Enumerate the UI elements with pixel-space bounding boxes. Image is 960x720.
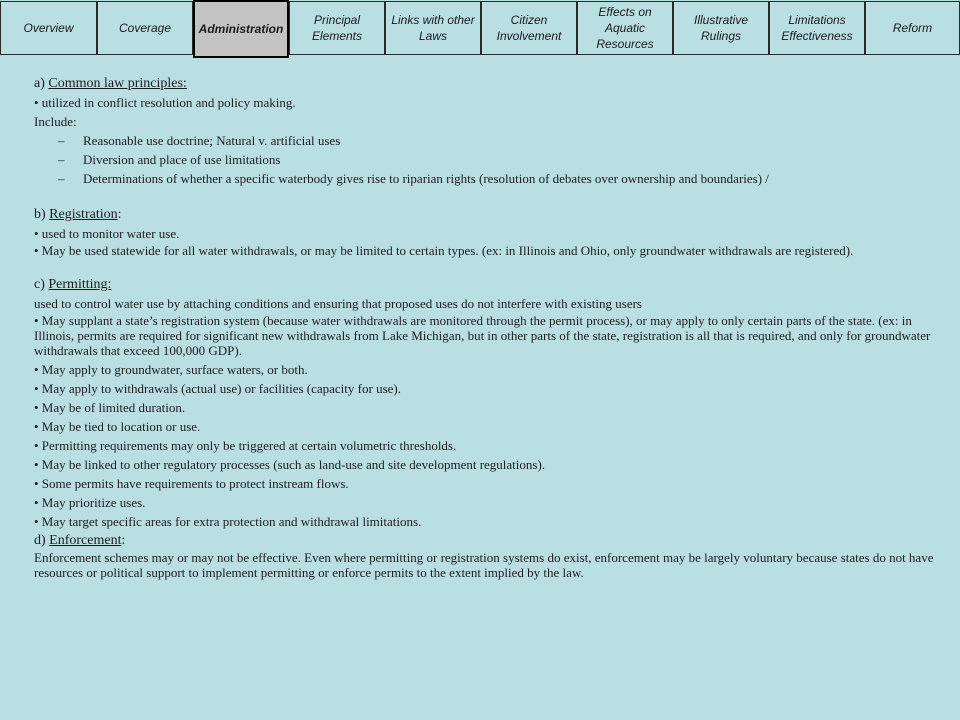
section-a-item bbox=[34, 131, 934, 150]
section-b-bullet: • May be used statewide for all water withdrawals, or may be limited to certain types. (ex: in Illinois and Ohio, only groundwater withdrawals are registered). bbox=[34, 243, 854, 258]
section-a-bullet: • utilized in conflict resolution and policy making. bbox=[34, 95, 296, 110]
tab-principal-elements[interactable]: Principal Elements bbox=[289, 1, 385, 55]
section-a-heading bbox=[34, 74, 934, 93]
section-c-bullet: • May supplant a state’s registration system (because water withdrawals are monitored through the permit process), or may apply to only certain parts of the state. (ex: in Illinois, permits are required for significant new withdrawals from Lake Michigan, but in other parts of the state, registration is all that is required, and only for groundwater withdrawals that exceed 100,000 GDP). bbox=[34, 313, 931, 358]
section-c-bullet: • Some permits have requirements to protect instream flows. bbox=[34, 476, 349, 491]
section-b-prefix: b) bbox=[34, 207, 50, 222]
tab-coverage[interactable]: Coverage bbox=[97, 1, 193, 55]
tab-effects-on-aquatic-resources[interactable]: Effects on Aquatic Resources bbox=[577, 1, 673, 55]
section-a-prefix: a) bbox=[34, 76, 49, 91]
section-b-title: Registration bbox=[49, 207, 118, 222]
main-content bbox=[34, 74, 934, 582]
section-c-prefix: c) bbox=[34, 277, 49, 292]
section-a-item-text: Reasonable use doctrine; Natural v. artificial uses bbox=[83, 133, 341, 148]
tab-illustrative-rulings[interactable]: Illustrative Rulings bbox=[673, 1, 769, 55]
section-d-body: Enforcement schemes may or may not be effective. Even where permitting or registration systems do exist, enforcement may be largely voluntary because states do not have resources or political support to implement permitting or enforce permits to the extent implied by the law. bbox=[34, 550, 934, 580]
tab-links-with-other-laws[interactable]: Links with other Laws bbox=[385, 1, 481, 55]
section-c-title: Permitting: bbox=[48, 277, 112, 292]
section-c-bullet: • May apply to groundwater, surface waters, or both. bbox=[34, 362, 308, 377]
section-c-heading bbox=[34, 275, 934, 294]
tab-reform[interactable]: Reform bbox=[865, 1, 960, 55]
navigation-tab-bar bbox=[0, 0, 960, 56]
tab-administration[interactable]: Administration bbox=[193, 0, 289, 58]
dash-marker: – bbox=[58, 133, 65, 148]
section-c-bullet: • May prioritize uses. bbox=[34, 495, 146, 510]
section-c-intro: used to control water use by attaching conditions and ensuring that proposed uses do not interfere with existing users bbox=[34, 296, 642, 311]
section-d-prefix: d) bbox=[34, 533, 50, 548]
section-a-item-text: Determinations of whether a specific waterbody gives rise to riparian rights (resolution of debates over ownership and boundaries) / bbox=[83, 171, 769, 186]
dash-marker: – bbox=[58, 152, 65, 167]
section-d-suffix: : bbox=[121, 533, 126, 548]
section-c-bullet: • May target specific areas for extra protection and withdrawal limitations. bbox=[34, 514, 422, 529]
section-b-bullet: • used to monitor water use. bbox=[34, 226, 180, 241]
section-c-bullet: • May be linked to other regulatory processes (such as land-use and site development regulations). bbox=[34, 457, 546, 472]
section-a-item bbox=[34, 150, 934, 169]
section-b-suffix: : bbox=[117, 207, 122, 222]
section-a-item-text: Diversion and place of use limitations bbox=[83, 152, 281, 167]
section-c-bullet: • May apply to withdrawals (actual use) or facilities (capacity for use). bbox=[34, 381, 401, 396]
tab-citizen-involvement[interactable]: Citizen Involvement bbox=[481, 1, 577, 55]
dash-marker: – bbox=[58, 171, 65, 186]
tab-overview[interactable]: Overview bbox=[0, 1, 97, 55]
section-d-heading bbox=[34, 531, 934, 550]
section-c-bullet: • May be tied to location or use. bbox=[34, 419, 201, 434]
section-c-bullet: • May be of limited duration. bbox=[34, 400, 186, 415]
section-c-bullet: • Permitting requirements may only be triggered at certain volumetric thresholds. bbox=[34, 438, 457, 453]
section-d-title: Enforcement bbox=[49, 533, 122, 548]
section-a-item bbox=[34, 169, 934, 188]
section-a-include: Include: bbox=[34, 114, 77, 129]
tab-limitations-effectiveness[interactable]: Limitations Effectiveness bbox=[769, 1, 865, 55]
section-a-title: Common law principles: bbox=[48, 76, 187, 91]
section-b-heading bbox=[34, 205, 934, 224]
